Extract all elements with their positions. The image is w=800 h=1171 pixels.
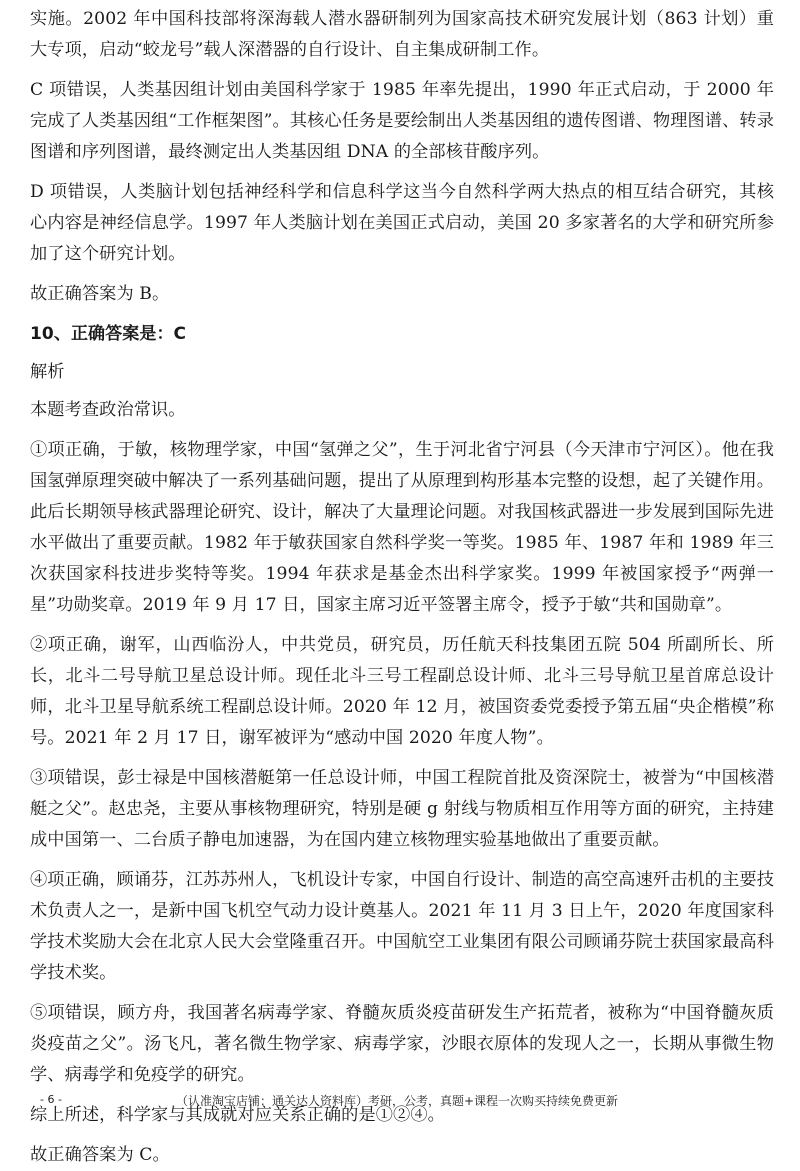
footer-note: （认准淘宝店铺：通关达人资料库）考研，公考，真题+课程一次购买持续免费更新 [176,1094,619,1108]
paragraph-item-1: ①项正确，于敏，核物理学家，中国“氢弹之父”，生于河北省宁河县（今天津市宁河区）。他在我国氢弹原理突破中解决了一系列基础问题，提出了从原理到构形基本完整的设想，起了关键作用。此后长期领导核武器理论研究、设计，解决了大量理论问题。对我国核武器进一步发展到国际先进水平做出了重要贡献。1982 年于敏获国家自然科学奖一等奖。1985 年、1987 年和 1989 年三次获国家科技进步奖特等奖。1994 年获求是基金杰出科学家奖。1999 年被国家授予“两弹一星”功勋奖章。2019 年 9 月 17 日，国家主席习近平签署主席令，授予于敏“共和国勋章”。 [30,440,774,615]
paragraph-option-d: D 项错误，人类脑计划包括神经科学和信息科学这当今自然科学两大热点的相互结合研究，其核心内容是神经信息学。1997 年人类脑计划在美国正式启动，美国 20 多家著名的大学和研究所参加了这个研究计划。 [30,182,774,264]
paragraph-item-5: ⑤项错误，顾方舟，我国著名病毒学家、脊髓灰质炎疫苗研发生产拓荒者，被称为“中国脊髓灰质炎疫苗之父”。汤飞凡，著名微生物学家、病毒学家，沙眼衣原体的发现人之一，长期从事微生物学、病毒学和免疫学的研究。 [30,1003,774,1085]
topic-line: 本题考查政治常识。 [30,400,186,420]
page-number: - 6 - [40,1093,62,1106]
document-body [30,4,774,1171]
page-footer [30,1091,774,1111]
question-10-heading: 10、正确答案是：C [30,324,187,344]
paragraph-summary: 综上所述，科学家与其成就对应关系正确的是①②④。 [30,1105,445,1125]
paragraph-item-3: ③项错误，彭士禄是中国核潜艇第一任总设计师，中国工程院首批及资深院士，被誉为“中国核潜艇之父”。赵忠尧，主要从事核物理研究，特别是硬 g 射线与物质相互作用等方面的研究，主持建成中国第一、二台质子静电加速器，为在国内建立核物理实验基地做出了重要贡献。 [30,768,774,850]
paragraph-answer-9: 故正确答案为 B。 [30,284,170,304]
analysis-label: 解析 [30,362,65,382]
paragraph-answer-10: 故正确答案为 C。 [30,1145,170,1165]
paragraph-option-c: C 项错误，人类基因组计划由美国科学家于 1985 年率先提出，1990 年正式启动，于 2000 年完成了人类基因组“工作框架图”。其核心任务是要绘制出人类基因组的遗传图谱、物理图谱、转录图谱和序列图谱，最终测定出人类基因组 DNA 的全部核苷酸序列。 [30,80,774,162]
paragraph-item-4: ④项正确，顾诵芬，江苏苏州人，飞机设计专家，中国自行设计、制造的高空高速歼击机的主要技术负责人之一，是新中国飞机空气动力设计奠基人。2021 年 11 月 3 日上午，2020 年度国家科学技术奖励大会在北京人民大会堂隆重召开。中国航空工业集团有限公司顾诵芬院士获国家最高科学技术奖。 [30,870,774,983]
paragraph-continuation: 实施。2002 年中国科技部将深海载人潜水器研制列为国家高技术研究发展计划（863 计划）重大专项，启动“蛟龙号”载人深潜器的自行设计、自主集成研制工作。 [30,9,774,60]
paragraph-item-2: ②项正确，谢军，山西临汾人，中共党员，研究员，历任航天科技集团五院 504 所副所长、所长，北斗二号导航卫星总设计师。现任北斗三号工程副总设计师、北斗三号导航卫星首席总设计师，北斗卫星导航系统工程副总设计师。2020 年 12 月，被国资委党委授予第五届“央企楷模”称号。2021 年 2 月 17 日，谢军被评为“感动中国 2020 年度人物”。 [30,635,774,748]
